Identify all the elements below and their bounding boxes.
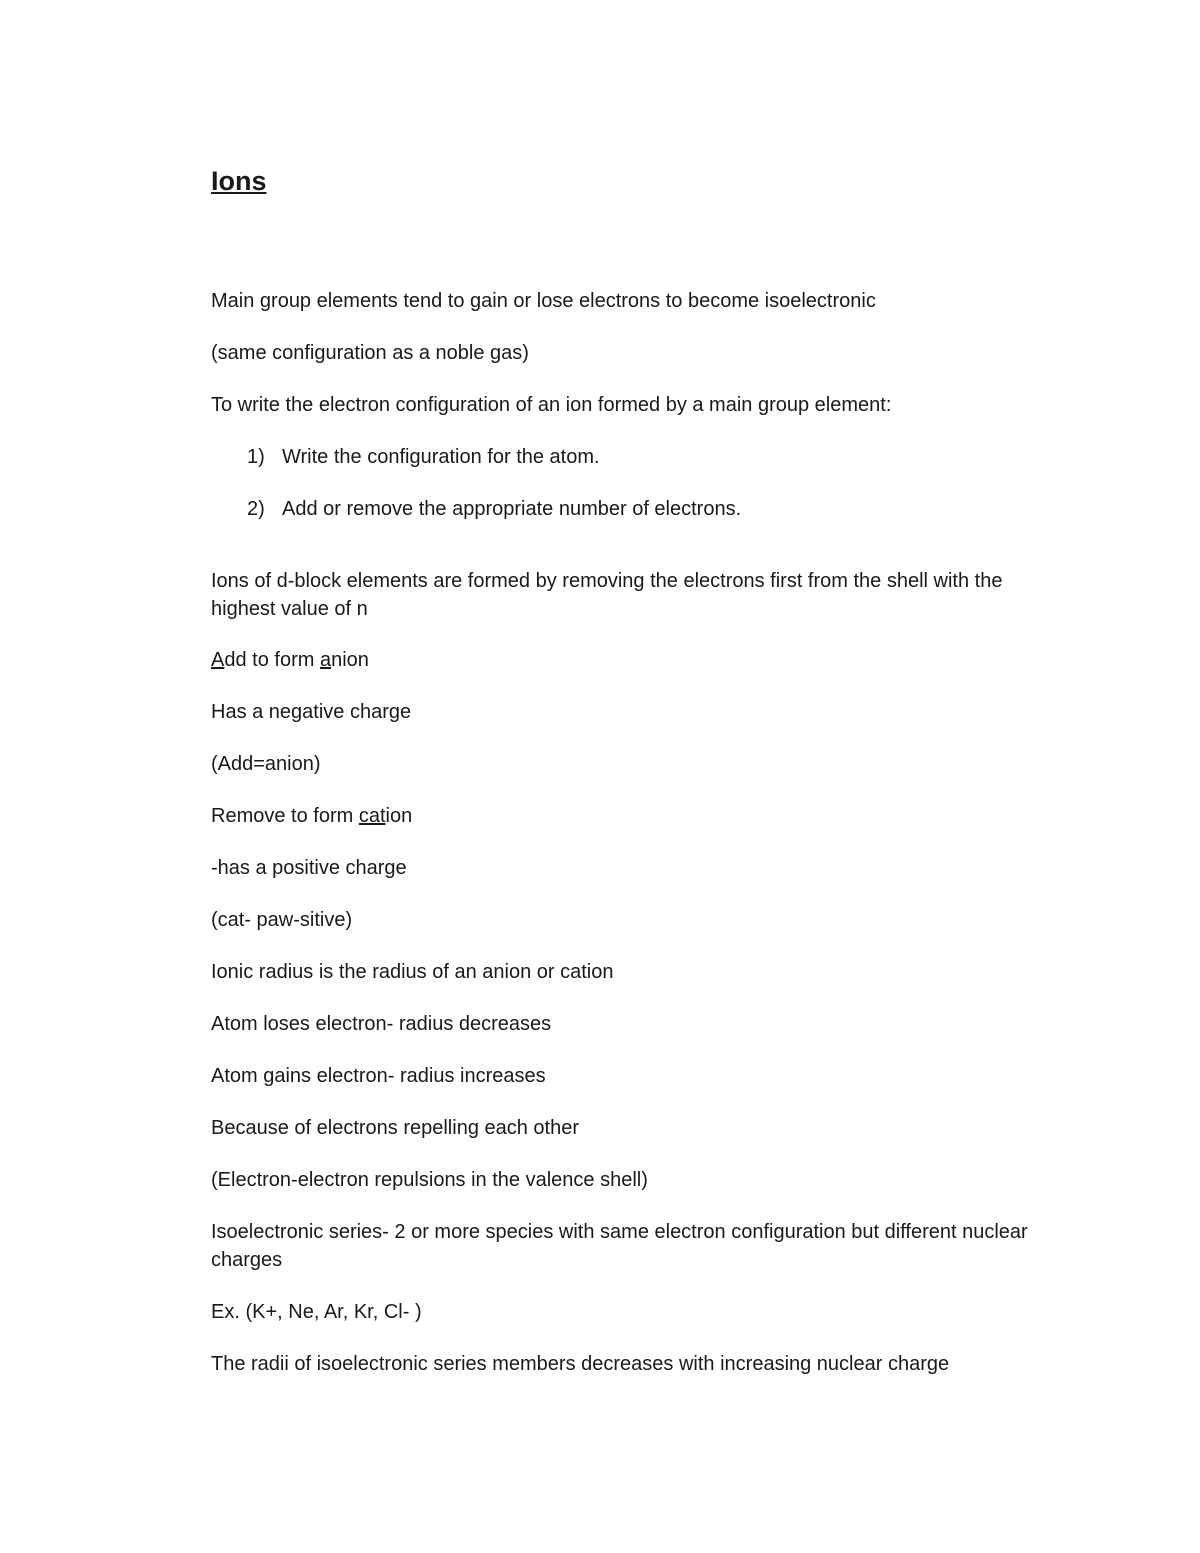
isoelectronic-series-text: Isoelectronic series- 2 or more species with same electron configuration but different nuclear charges	[211, 1221, 1028, 1271]
cation-charge: -has a positive charge	[211, 857, 407, 879]
gains-text: Atom gains electron- radius increases	[211, 1065, 546, 1087]
d-block-text: Ions of d-block elements are formed by removing the electrons first from the shell with the highest value of n	[211, 570, 1003, 620]
intro-note: (same configuration as a noble gas)	[211, 342, 529, 364]
cation-text: Remove to form	[211, 805, 359, 827]
document-body	[211, 160, 1041, 1378]
anion-mnemonic: (Add=anion)	[211, 753, 321, 775]
cation-mnemonic: (cat- paw-sitive)	[211, 909, 353, 931]
intro-text: Main group elements tend to gain or lose electrons to become isoelectronic	[211, 290, 876, 312]
underlined-letter: a	[319, 649, 332, 671]
list-number: 2)	[247, 498, 265, 520]
example-text: Ex. (K+, Ne, Ar, Kr, Cl- )	[211, 1301, 422, 1323]
list-text: Add or remove the appropriate number of electrons.	[282, 498, 742, 520]
because-text: Because of electrons repelling each other	[211, 1117, 580, 1139]
anion-line	[211, 646, 1041, 674]
steps-heading: To write the electron configuration of an ion formed by a main group element:	[211, 394, 892, 416]
repulsions-text: (Electron-electron repulsions in the valence shell)	[211, 1169, 648, 1191]
page-title: Ions	[211, 166, 267, 196]
underlined-text: cat	[358, 805, 386, 827]
cation-text: ion	[385, 805, 413, 827]
list-number: 1)	[247, 446, 265, 468]
list-item	[211, 495, 1041, 523]
anion-text: dd to form	[224, 649, 320, 671]
anion-text: nion	[331, 649, 369, 671]
loses-text: Atom loses electron- radius decreases	[211, 1013, 552, 1035]
list-item	[211, 443, 1041, 471]
ionic-radius-text: Ionic radius is the radius of an anion or cation	[211, 961, 614, 983]
cation-line	[211, 802, 1041, 830]
radii-text: The radii of isoelectronic series members decreases with increasing nuclear charge	[211, 1353, 950, 1375]
list-text: Write the configuration for the atom.	[282, 446, 600, 468]
anion-charge: Has a negative charge	[211, 701, 412, 723]
underlined-letter: A	[211, 649, 225, 671]
